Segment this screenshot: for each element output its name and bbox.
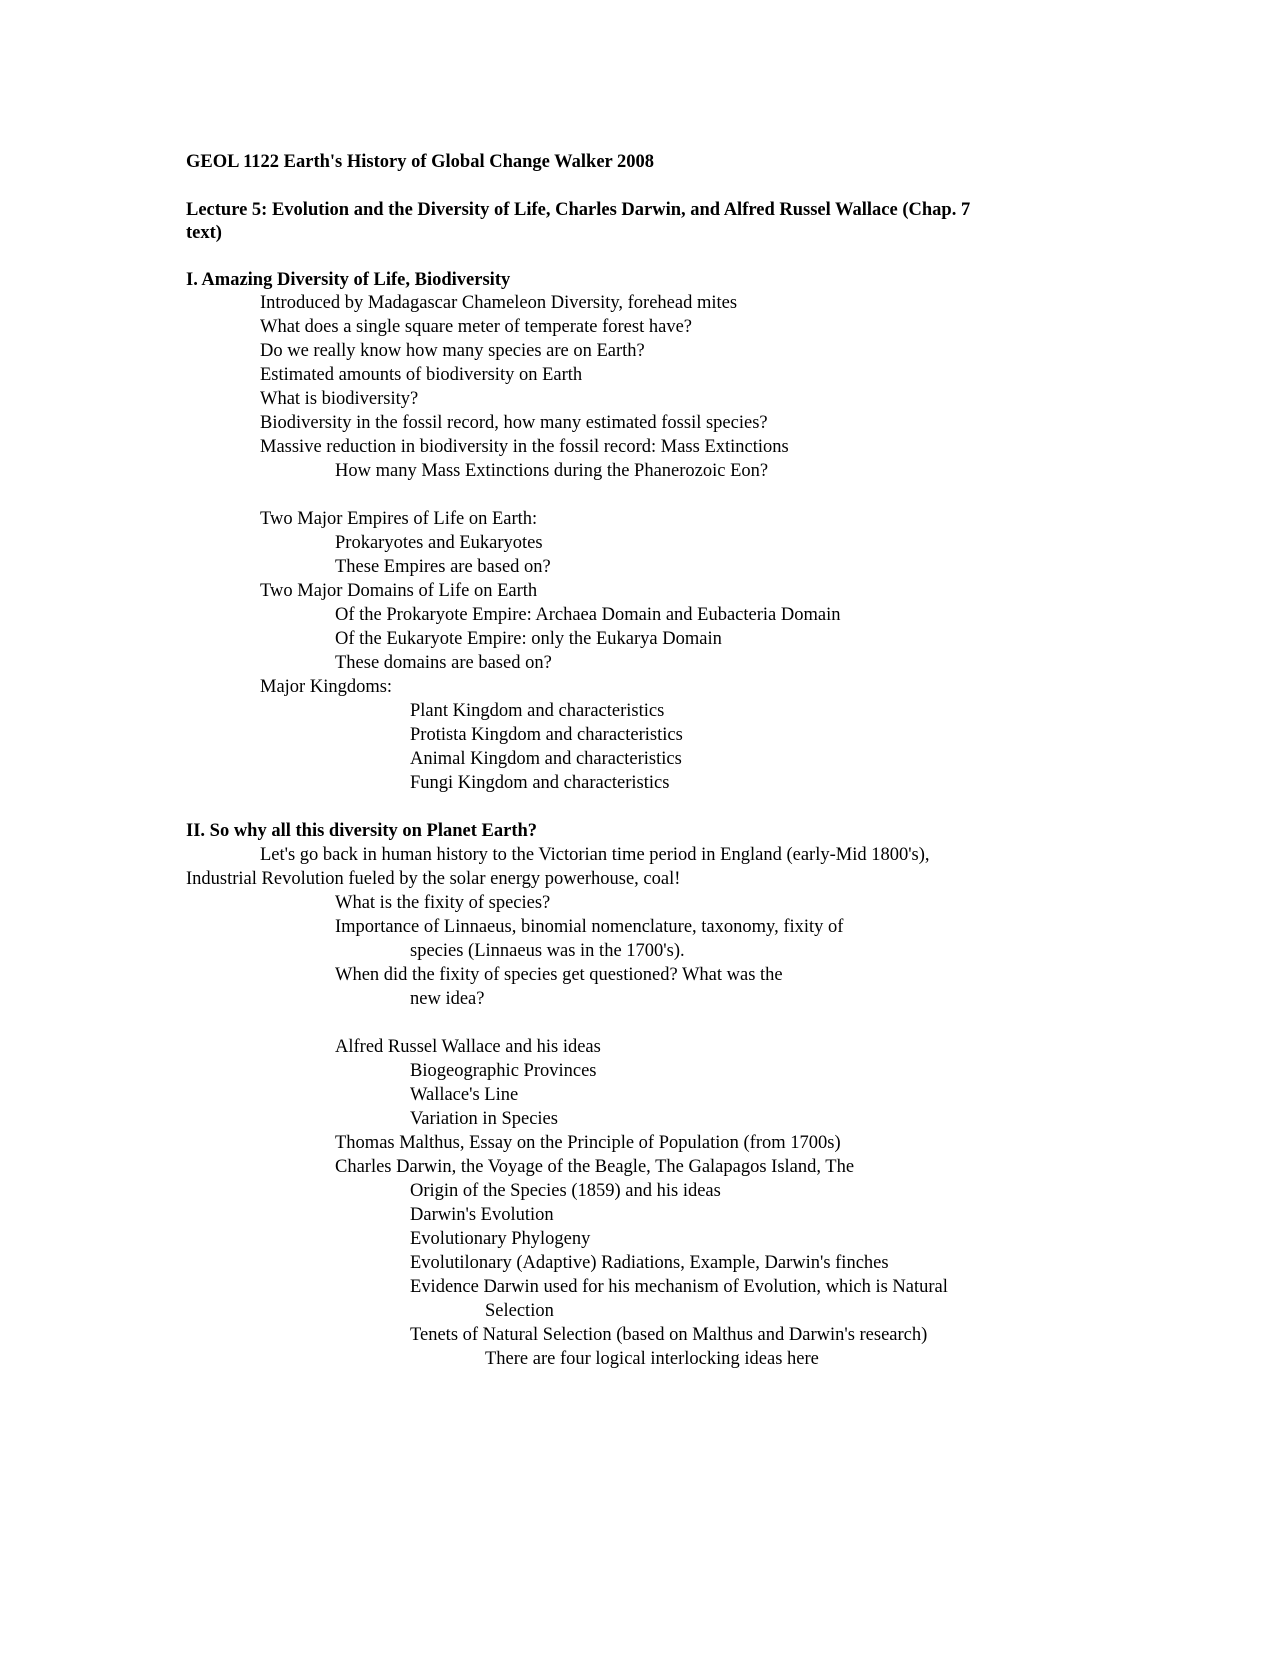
list-item: Origin of the Species (1859) and his ideas bbox=[410, 1181, 721, 1201]
list-item: Of the Eukaryote Empire: only the Eukarya Domain bbox=[335, 629, 722, 649]
list-item: What is biodiversity? bbox=[260, 389, 419, 409]
list-item: What does a single square meter of temperate forest have? bbox=[260, 317, 692, 337]
list-item: Do we really know how many species are on Earth? bbox=[260, 341, 645, 361]
list-item: Two Major Domains of Life on Earth bbox=[260, 581, 538, 601]
list-item: Two Major Empires of Life on Earth: bbox=[260, 509, 538, 529]
list-item: Industrial Revolution fueled by the solar energy powerhouse, coal! bbox=[186, 869, 681, 889]
list-item: Major Kingdoms: bbox=[260, 677, 393, 697]
course-title: GEOL 1122 Earth's History of Global Change Walker 2008 bbox=[186, 152, 655, 172]
list-item: When did the fixity of species get questioned? What was the bbox=[335, 965, 783, 985]
list-item: Wallace's Line bbox=[410, 1085, 519, 1105]
list-item: These domains are based on? bbox=[335, 653, 552, 673]
list-item: Evolutilonary (Adaptive) Radiations, Example, Darwin's finches bbox=[410, 1253, 889, 1273]
list-item: Darwin's Evolution bbox=[410, 1205, 554, 1225]
list-item: Biodiversity in the fossil record, how many estimated fossil species? bbox=[260, 413, 768, 433]
list-item: Fungi Kingdom and characteristics bbox=[410, 773, 670, 793]
list-item: Thomas Malthus, Essay on the Principle of Population (from 1700s) bbox=[335, 1133, 841, 1153]
section-2-heading: II. So why all this diversity on Planet Earth? bbox=[186, 821, 538, 841]
list-item: Prokaryotes and Eukaryotes bbox=[335, 533, 543, 553]
list-item: Biogeographic Provinces bbox=[410, 1061, 597, 1081]
list-item: How many Mass Extinctions during the Phanerozoic Eon? bbox=[335, 461, 769, 481]
list-item: Variation in Species bbox=[410, 1109, 558, 1129]
list-item: Let's go back in human history to the Victorian time period in England (early-Mid 1800's), bbox=[260, 845, 930, 865]
list-item: new idea? bbox=[410, 989, 485, 1009]
list-item: species (Linnaeus was in the 1700's). bbox=[410, 941, 685, 961]
list-item: Evolutionary Phylogeny bbox=[410, 1229, 591, 1249]
list-item: Massive reduction in biodiversity in the fossil record: Mass Extinctions bbox=[260, 437, 789, 457]
lecture-title-line-1: Lecture 5: Evolution and the Diversity of Life, Charles Darwin, and Alfred Russel Wallace (Chap. 7 bbox=[186, 200, 971, 220]
list-item: Charles Darwin, the Voyage of the Beagle, The Galapagos Island, The bbox=[335, 1157, 855, 1177]
list-item: Of the Prokaryote Empire: Archaea Domain and Eubacteria Domain bbox=[335, 605, 841, 625]
list-item: Tenets of Natural Selection (based on Malthus and Darwin's research) bbox=[410, 1325, 928, 1345]
list-item: Alfred Russel Wallace and his ideas bbox=[335, 1037, 601, 1057]
list-item: Animal Kingdom and characteristics bbox=[410, 749, 682, 769]
list-item: Protista Kingdom and characteristics bbox=[410, 725, 683, 745]
list-item: There are four logical interlocking ideas here bbox=[485, 1349, 819, 1369]
lecture-title-line-2: text) bbox=[186, 223, 222, 243]
list-item: Evidence Darwin used for his mechanism of Evolution, which is Natural bbox=[410, 1277, 948, 1297]
list-item: Importance of Linnaeus, binomial nomenclature, taxonomy, fixity of bbox=[335, 917, 844, 937]
list-item: These Empires are based on? bbox=[335, 557, 551, 577]
list-item: What is the fixity of species? bbox=[335, 893, 551, 913]
list-item: Introduced by Madagascar Chameleon Diversity, forehead mites bbox=[260, 293, 738, 313]
section-1-heading: I. Amazing Diversity of Life, Biodiversity bbox=[186, 270, 511, 290]
list-item: Estimated amounts of biodiversity on Earth bbox=[260, 365, 583, 385]
list-item: Plant Kingdom and characteristics bbox=[410, 701, 665, 721]
list-item: Selection bbox=[485, 1301, 554, 1321]
